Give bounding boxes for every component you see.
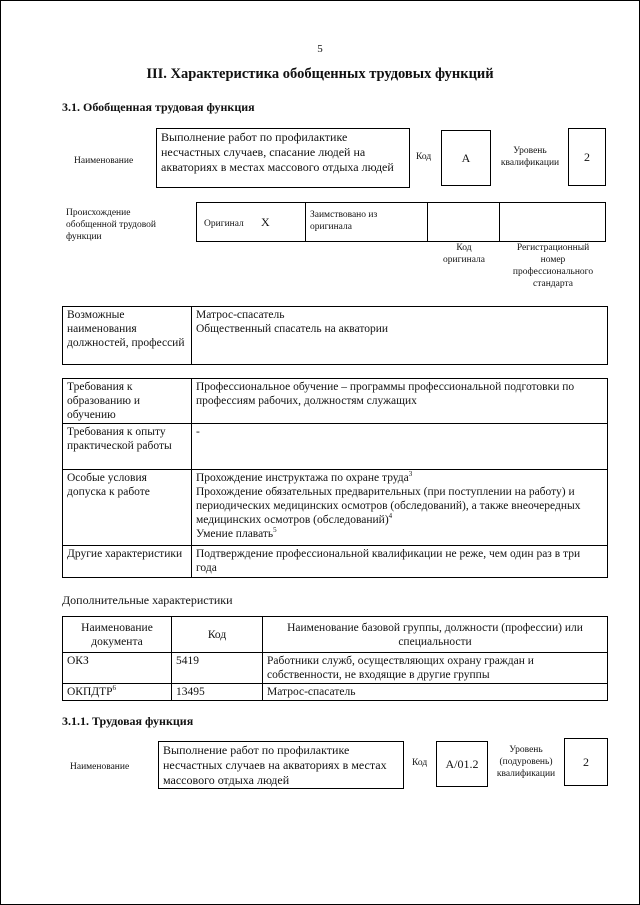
requirements-table	[62, 378, 608, 578]
position-item: Общественный спасатель на акватории	[196, 323, 389, 335]
positions-table	[62, 306, 608, 365]
level-value: 2	[568, 128, 606, 186]
original-mark: X	[261, 215, 270, 229]
function-name-value: Выполнение работ по профилактике несчастных случаев на акваториях в местах массового отдыха людей	[158, 741, 404, 789]
req-value	[192, 470, 608, 546]
page-number: 5	[317, 43, 323, 55]
function-name-label: Наименование	[70, 762, 130, 772]
function-level-label: Уровень (подуровень) квалификации	[496, 745, 556, 779]
req-value: Профессиональное обучение – программы профессиональной подготовки по профессиям рабочих, должностям служащих	[192, 379, 608, 424]
borrowed-label: Заимствовано из оригинала	[310, 210, 378, 232]
footnote-ref: 5	[273, 526, 277, 535]
origin-label: Происхождение обобщенной трудовой функции	[66, 208, 156, 242]
req-line: Прохождение инструктажа по охране труда	[196, 472, 409, 484]
code-label: Код	[416, 152, 432, 162]
name-label: Наименование	[74, 156, 134, 166]
original-label: Оригинал	[204, 219, 244, 229]
code-original-caption: Код оригинала	[443, 243, 485, 265]
section-heading-3-1-1: 3.1.1. Трудовая функция	[62, 714, 194, 728]
registration-caption: Регистрационный номер профессионального стандарта	[512, 243, 594, 289]
table-cell	[63, 684, 172, 701]
footnote-ref: 4	[388, 512, 393, 521]
page-title: III. Характеристика обобщенных трудовых функций	[146, 66, 494, 82]
positions-values	[192, 307, 608, 365]
column-header: Наименование базовой группы, должности (профессии) или специальности	[263, 617, 608, 653]
level-label: Уровень квалификации	[500, 146, 560, 168]
column-header: Наименование документа	[63, 617, 172, 653]
function-code-value: A/01.2	[436, 741, 488, 787]
positions-label: Возможные наименования должностей, профессий	[63, 307, 192, 365]
req-label: Требования к образованию и обучению	[63, 379, 192, 424]
req-value: -	[192, 424, 608, 470]
table-cell: Матрос-спасатель	[263, 684, 608, 701]
req-line: Прохождение обязательных предварительных (при поступлении на работу) и периодических медицинских осмотров (обследований), а также внеочередных медицинских осмотров (обследований)	[196, 486, 581, 526]
code-value: A	[441, 130, 491, 186]
additional-table	[62, 616, 608, 701]
req-label: Требования к опыту практической работы	[63, 424, 192, 470]
footnote-ref: 3	[408, 470, 413, 479]
name-value: Выполнение работ по профилактике несчастных случаев, спасание людей на акваториях в местах массового отдыха людей	[156, 128, 410, 188]
req-line: Умение плавать	[196, 528, 274, 540]
function-code-label: Код	[412, 758, 428, 768]
table-cell	[63, 653, 172, 684]
origin-divider	[427, 202, 428, 242]
table-cell: 13495	[172, 684, 263, 701]
doc-name: ОКПДТР	[67, 686, 113, 698]
req-value: Подтверждение профессиональной квалификации не реже, чем один раз в три года	[192, 546, 608, 578]
origin-divider	[305, 202, 306, 242]
table-cell: 5419	[172, 653, 263, 684]
doc-name: ОКЗ	[67, 655, 89, 667]
function-level-value: 2	[564, 738, 608, 786]
footnote-ref: 6	[112, 684, 117, 693]
req-label: Особые условия допуска к работе	[63, 470, 192, 546]
additional-heading: Дополнительные характеристики	[62, 593, 233, 607]
table-cell: Работники служб, осуществляющих охрану граждан и собственности, не входящие в другие группы	[263, 653, 608, 684]
position-item: Матрос-спасатель	[196, 309, 285, 321]
column-header: Код	[172, 617, 263, 653]
origin-divider	[499, 202, 500, 242]
section-heading-3-1: 3.1. Обобщенная трудовая функция	[62, 100, 255, 114]
req-label: Другие характеристики	[63, 546, 192, 578]
